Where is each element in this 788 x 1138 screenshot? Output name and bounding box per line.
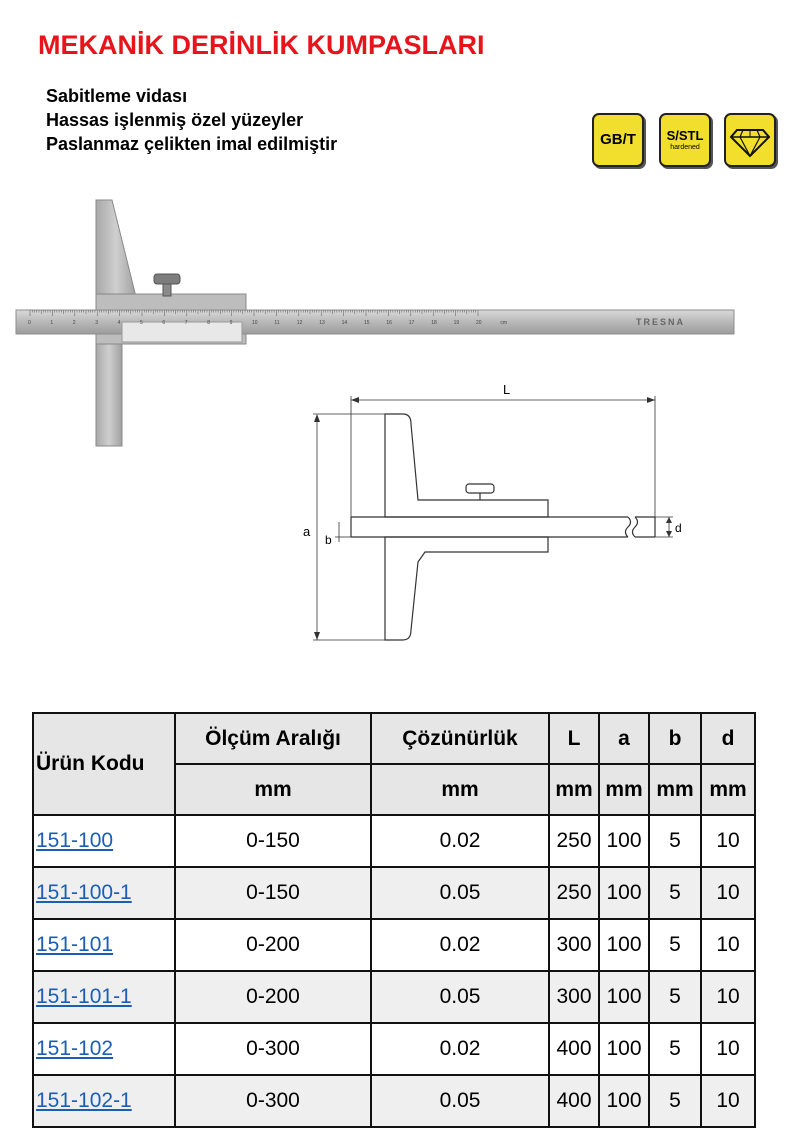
table-row <box>33 1075 755 1127</box>
cell-a: 100 <box>599 1023 649 1075</box>
unit-L: mm <box>549 764 599 815</box>
dimension-L-label: L <box>503 382 511 397</box>
cell-resolution: 0.02 <box>371 1023 549 1075</box>
ruler-number: 15 <box>364 320 370 326</box>
header-product-code: Ürün Kodu <box>33 713 175 815</box>
feature-list <box>46 84 337 156</box>
table-header-row <box>33 713 755 764</box>
cell-d: 10 <box>701 815 755 867</box>
header-d: d <box>701 713 755 764</box>
cell-resolution: 0.02 <box>371 919 549 971</box>
product-code-link[interactable]: 151-100 <box>36 829 114 852</box>
cell-d: 10 <box>701 1075 755 1127</box>
product-code-link[interactable]: 151-102 <box>36 1037 114 1060</box>
technical-drawing <box>295 372 685 662</box>
header-resolution: Çözünürlük <box>371 713 549 764</box>
cell-resolution: 0.05 <box>371 1075 549 1127</box>
product-code-cell <box>33 1023 175 1075</box>
header-b: b <box>649 713 701 764</box>
product-code-cell <box>33 1075 175 1127</box>
ruler-number: 12 <box>296 320 303 326</box>
ruler-number: 10 <box>252 320 258 326</box>
ruler-number: 14 <box>341 320 348 326</box>
ruler-scale-ticks <box>30 310 478 316</box>
product-code-cell <box>33 815 175 867</box>
table-row <box>33 1023 755 1075</box>
dimension-b-label: b <box>325 533 332 547</box>
cell-b: 5 <box>649 919 701 971</box>
cell-a: 100 <box>599 867 649 919</box>
cell-l: 250 <box>549 867 599 919</box>
diamond-icon <box>729 120 771 160</box>
cell-a: 100 <box>599 815 649 867</box>
table-row <box>33 971 755 1023</box>
product-code-link[interactable]: 151-100-1 <box>36 881 132 904</box>
diamond-badge <box>724 113 776 167</box>
table-row <box>33 919 755 971</box>
page-title: MEKANİK DERİNLİK KUMPASLARI <box>38 30 485 60</box>
product-code-cell <box>33 867 175 919</box>
cell-b: 5 <box>649 815 701 867</box>
ruler-number: 8 <box>207 320 210 326</box>
ruler-number: 16 <box>386 320 392 326</box>
cell-d: 10 <box>701 971 755 1023</box>
cell-range: 0-200 <box>175 971 371 1023</box>
ruler-number: 9 <box>229 320 233 326</box>
header-L: L <box>549 713 599 764</box>
product-code-link[interactable]: 151-102-1 <box>36 1089 132 1112</box>
product-code-link[interactable]: 151-101 <box>36 933 114 956</box>
cell-d: 10 <box>701 1023 755 1075</box>
cell-l: 400 <box>549 1023 599 1075</box>
cell-d: 10 <box>701 919 755 971</box>
product-code-cell <box>33 971 175 1023</box>
dimension-d-label: d <box>675 521 682 535</box>
unit-resolution: mm <box>371 764 549 815</box>
sstl-badge-sublabel: hardened <box>670 144 700 151</box>
cell-l: 400 <box>549 1075 599 1127</box>
ruler-number: 1 <box>50 320 54 326</box>
header-a: a <box>599 713 649 764</box>
table-row <box>33 815 755 867</box>
product-code-cell <box>33 919 175 971</box>
ruler-number: 3 <box>95 320 98 326</box>
sstl-badge-label: S/STL <box>666 128 704 143</box>
cell-b: 5 <box>649 1023 701 1075</box>
ruler-number: 20 <box>476 320 482 326</box>
ruler-number: 17 <box>408 320 415 326</box>
dimension-a-label: a <box>303 524 311 539</box>
cell-b: 5 <box>649 867 701 919</box>
cell-l: 300 <box>549 971 599 1023</box>
ruler-unit: cm <box>500 320 508 326</box>
unit-d: mm <box>701 764 755 815</box>
cell-range: 0-200 <box>175 919 371 971</box>
feature-item: Sabitleme vidası <box>46 86 188 106</box>
table-row <box>33 867 755 919</box>
cell-range: 0-150 <box>175 867 371 919</box>
cell-a: 100 <box>599 919 649 971</box>
ruler-number: 11 <box>274 320 280 326</box>
ruler-number: 0 <box>28 320 31 326</box>
ruler-number: 7 <box>184 320 188 326</box>
sstl-badge <box>659 113 711 167</box>
cell-a: 100 <box>599 1075 649 1127</box>
specs-table <box>32 712 756 1128</box>
cell-l: 250 <box>549 815 599 867</box>
ruler-number: 19 <box>453 320 460 326</box>
gbt-badge <box>592 113 644 167</box>
ruler-number: 18 <box>431 320 437 326</box>
cell-l: 300 <box>549 919 599 971</box>
cell-range: 0-150 <box>175 815 371 867</box>
ruler-number: 13 <box>319 320 325 326</box>
ruler-number: 5 <box>140 320 143 326</box>
gbt-badge-label: GB/T <box>600 131 636 148</box>
product-code-link[interactable]: 151-101-1 <box>36 985 132 1008</box>
cell-d: 10 <box>701 867 755 919</box>
feature-item: Paslanmaz çelikten imal edilmiştir <box>46 134 338 154</box>
cell-b: 5 <box>649 1075 701 1127</box>
ruler-number: 4 <box>117 320 121 326</box>
certification-badges <box>592 113 778 169</box>
unit-b: mm <box>649 764 701 815</box>
unit-a: mm <box>599 764 649 815</box>
cell-b: 5 <box>649 971 701 1023</box>
brand-label: TRESNA <box>636 317 686 327</box>
cell-resolution: 0.05 <box>371 867 549 919</box>
ruler-number: 2 <box>72 320 76 326</box>
feature-item: Hassas işlenmiş özel yüzeyler <box>46 110 304 130</box>
ruler-number: 6 <box>162 320 166 326</box>
cell-resolution: 0.02 <box>371 815 549 867</box>
unit-range: mm <box>175 764 371 815</box>
header-measuring-range: Ölçüm Aralığı <box>175 713 371 764</box>
cell-a: 100 <box>599 971 649 1023</box>
cell-range: 0-300 <box>175 1075 371 1127</box>
cell-resolution: 0.05 <box>371 971 549 1023</box>
cell-range: 0-300 <box>175 1023 371 1075</box>
